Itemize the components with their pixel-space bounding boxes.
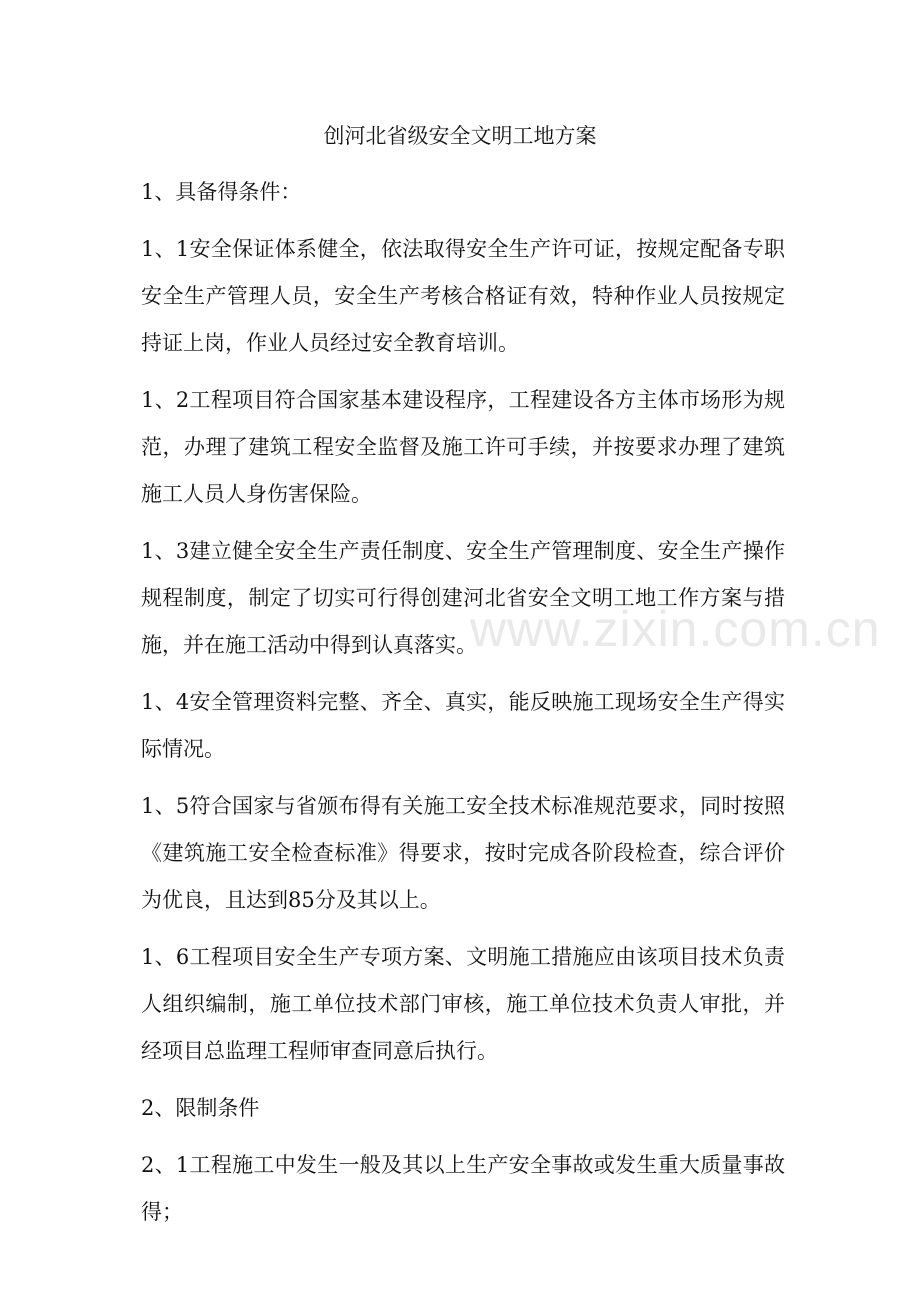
paragraph-1-6: 1、6工程项目安全生产专项方案、文明施工措施应由该项目技术负责人组织编制，施工单位技术部门审核，施工单位技术负责人审批，并经项目总监理工程师审查同意后执行。: [141, 945, 785, 1063]
paragraph-1-4: 1、4安全管理资料完整、齐全、真实，能反映施工现场安全生产得实际情况。: [141, 690, 785, 761]
paragraph-1-3: 1、3建立健全安全生产责任制度、安全生产管理制度、安全生产操作规程制度，制定了切实可行得创建河北省安全文明工地工作方案与措施，并在施工活动中得到认真落实。: [141, 539, 785, 657]
document-body: [141, 169, 785, 1246]
section-heading-1: 1、具备得条件：: [141, 180, 302, 204]
paragraph-1-1: 1、1安全保证体系健全，依法取得安全生产许可证，按规定配备专职安全生产管理人员，安全生产考核合格证有效，特种作业人员按规定持证上岗，作业人员经过安全教育培训。: [141, 237, 785, 355]
watermark: www.zixin.com.cn: [470, 601, 881, 657]
paragraph-2-1: 2、1工程施工中发生一般及其以上生产安全事故或发生重大质量事故得；: [141, 1153, 785, 1224]
document-title: 创河北省级安全文明工地方案: [323, 124, 597, 148]
paragraph-1-5: 1、5符合国家与省颁布得有关施工安全技术标准规范要求，同时按照《建筑施工安全检查标准》得要求，按时完成各阶段检查，综合评价为优良，且达到85分及其以上。: [141, 794, 785, 912]
section-heading-2: 2、限制条件: [141, 1096, 260, 1120]
paragraph-1-2: 1、2工程项目符合国家基本建设程序，工程建设各方主体市场形为规范，办理了建筑工程安全监督及施工许可手续，并按要求办理了建筑施工人员人身伤害保险。: [141, 388, 785, 506]
